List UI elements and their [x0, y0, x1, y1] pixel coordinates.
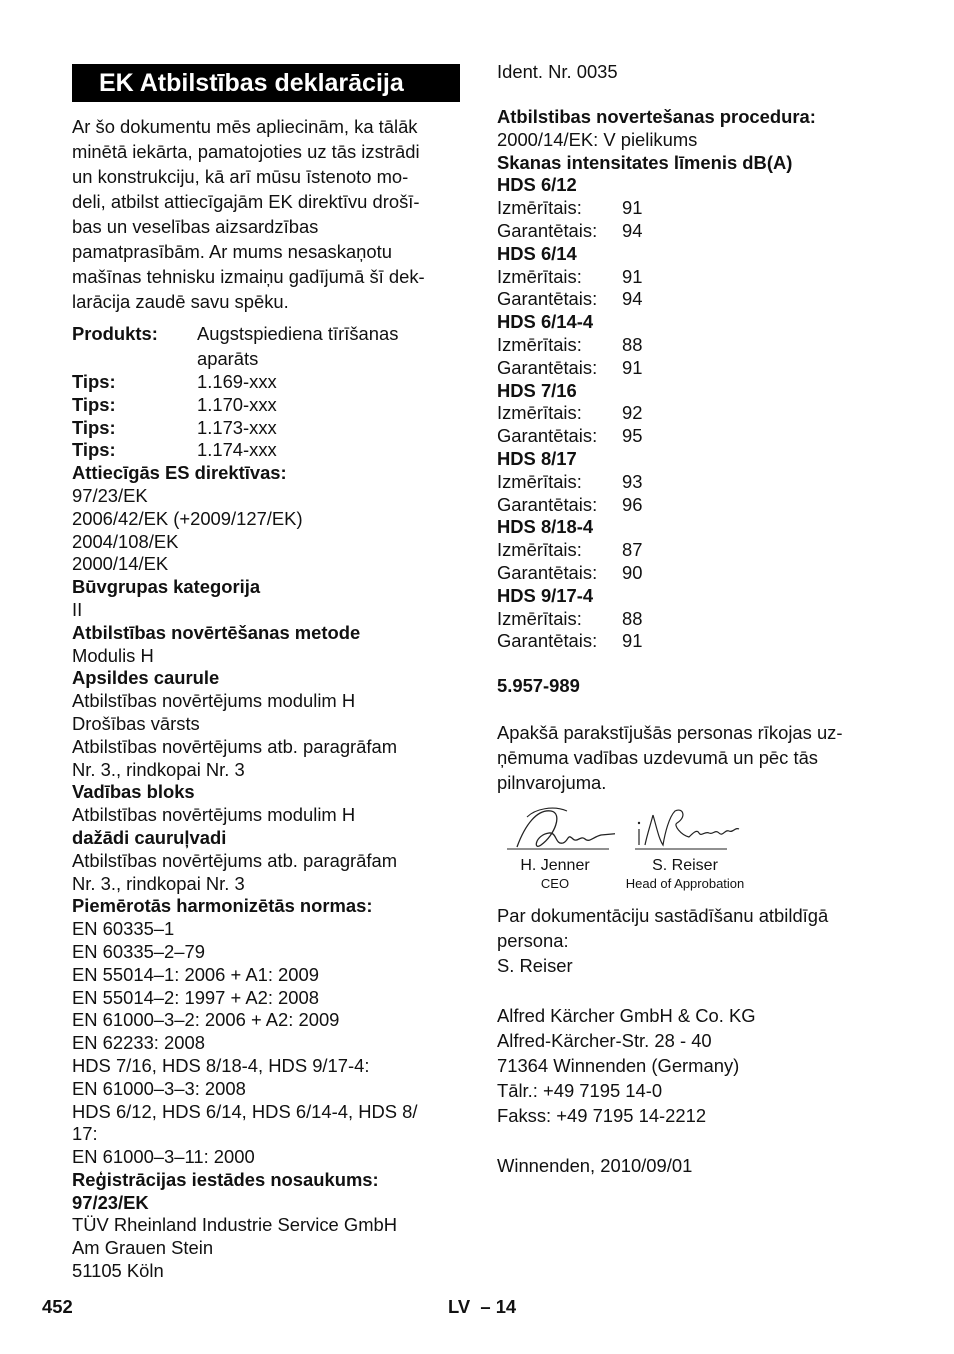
product-row [72, 321, 464, 371]
guaranteed-label: Garantētais: [497, 219, 598, 241]
detail-line: 2004/108/EK [72, 530, 179, 552]
guaranteed-label: Garantētais: [497, 288, 598, 310]
intro-line: Ar šo dokumentu mēs apliecinām, ka tālāk [72, 116, 418, 137]
guaranteed-value: 90 [622, 561, 643, 583]
spacer [497, 698, 897, 720]
detail-line: 17: [72, 1123, 98, 1145]
detail-line: EN 60335–1 [72, 918, 175, 940]
detail-line: Atbilstības novērtējums atb. paragrāfam [72, 849, 398, 871]
detail-line: 2006/42/EK (+2009/127/EK) [72, 507, 303, 529]
measured-row [497, 539, 897, 562]
guaranteed-row [497, 357, 897, 380]
signatures [497, 805, 897, 895]
section-heading: Apsildes caurule [72, 667, 220, 689]
detail-line: EN 62233: 2008 [72, 1032, 205, 1054]
doc-responsible: Par dokumentāciju sastādīšanu atbildīgā persona: S. Reiser [497, 904, 829, 976]
guaranteed-value: 94 [622, 219, 643, 241]
measured-value: 87 [622, 539, 643, 561]
intro-line: minētā iekārta, pamatojoties uz tās izstrādi [72, 141, 420, 162]
measured-row [497, 266, 897, 289]
detail-line: 51105 Köln [72, 1260, 164, 1282]
intro-line: larācija zaudē savu spēku. [72, 291, 289, 312]
model-name: HDS 6/14 [497, 242, 577, 264]
intro-line: deli, atbilst attiecīgajām EK direktīvu drošī- [72, 191, 420, 212]
model-name: HDS 9/17-4 [497, 584, 594, 606]
type-row: Tips: 1.170-xxx [72, 393, 277, 415]
right-column [497, 59, 897, 1178]
section-heading: Reģistrācijas iestādes nosaukums: [72, 1168, 379, 1190]
measured-label: Izmērītais: [497, 265, 582, 287]
part-number: 5.957-989 [497, 675, 580, 697]
guaranteed-value: 91 [622, 356, 643, 378]
detail-line: II [72, 598, 83, 620]
guaranteed-row [497, 288, 897, 311]
measured-label: Izmērītais: [497, 539, 582, 561]
measured-value: 92 [622, 402, 643, 424]
detail-line: 2000/14/EK [72, 553, 169, 575]
section-heading: Vadības bloks [72, 781, 195, 803]
intro-line: bas un veselības aizsardzības [72, 216, 319, 237]
guaranteed-row [497, 494, 897, 517]
measured-row [497, 197, 897, 220]
page-footer [0, 1296, 954, 1326]
measured-value: 91 [622, 265, 643, 287]
guaranteed-label: Garantētais: [497, 356, 598, 378]
model-name: HDS 8/18-4 [497, 516, 594, 538]
spacer [497, 653, 897, 675]
guaranteed-row [497, 562, 897, 585]
measured-label: Izmērītais: [497, 470, 582, 492]
guaranteed-value: 95 [622, 425, 643, 447]
detail-line: Drošības vārsts [72, 712, 200, 734]
guaranteed-value: 96 [622, 493, 643, 515]
section-heading: Piemērotās harmonizētās normas: [72, 895, 373, 917]
page-title: EK Atbilstības deklarācija [72, 64, 460, 102]
guaranteed-value: 91 [622, 630, 643, 652]
detail-line: HDS 6/12, HDS 6/14, HDS 6/14-4, HDS 8/ [72, 1100, 418, 1122]
type-row: Tips: 1.174-xxx [72, 439, 277, 461]
detail-line: EN 61000–3–2: 2006 + A2: 2009 [72, 1009, 340, 1031]
language-page: LV – 14 [448, 1296, 517, 1317]
detail-line: Modulis H [72, 644, 154, 666]
intro-line: pamatprasībām. Ar mums nesaskaņotu [72, 241, 392, 262]
detail-line: 97/23/EK [72, 484, 148, 506]
measured-row [497, 402, 897, 425]
section-heading: dažādi cauruļvadi [72, 826, 227, 848]
guaranteed-label: Garantētais: [497, 630, 598, 652]
spacer [497, 1128, 897, 1153]
signer-role: Head of Approbation [625, 875, 745, 891]
company-address: Alfred Kärcher GmbH & Co. KG Alfred-Kärcher-Str. 28 - 40 71364 Winnenden (Germany) Tālr.: +49 7195 14-0 Fakss: +49 7195 14-2212 [497, 1004, 756, 1126]
signature-jenner [505, 805, 605, 893]
signer-role: CEO [540, 875, 570, 891]
page-number: 452 [42, 1296, 73, 1317]
section-heading: Attiecīgās ES direktīvas: [72, 462, 287, 484]
detail-line: HDS 7/16, HDS 8/18-4, HDS 9/17-4: [72, 1054, 370, 1076]
measured-value: 88 [622, 607, 643, 629]
signer-name: S. Reiser [652, 856, 718, 874]
model-name: HDS 6/12 [497, 174, 577, 196]
left-column [72, 64, 464, 1283]
guaranteed-label: Garantētais: [497, 561, 598, 583]
guaranteed-label: Garantētais: [497, 425, 598, 447]
detail-line: Atbilstības novērtējums modulim H [72, 804, 356, 826]
guaranteed-label: Garantētais: [497, 493, 598, 515]
guaranteed-row [497, 220, 897, 243]
measured-row [497, 471, 897, 494]
declaration-details [72, 462, 464, 1283]
detail-line: Atbilstības novērtējums atb. paragrāfam [72, 735, 398, 757]
detail-line: EN 61000–3–11: 2000 [72, 1146, 255, 1168]
type-row: Tips: 1.173-xxx [72, 416, 277, 438]
detail-line: EN 55014–1: 2006 + A1: 2009 [72, 963, 319, 985]
measured-row [497, 334, 897, 357]
ident-number: Ident. Nr. 0035 [497, 61, 618, 82]
signature-reiser-image [619, 805, 751, 857]
detail-line: Nr. 3., rindkopai Nr. 3 [72, 758, 245, 780]
signature-scribble-icon [505, 805, 615, 857]
guaranteed-row [497, 425, 897, 448]
intro-line: un konstrukciju, kā arī mūsu īstenoto mo- [72, 166, 409, 187]
measured-label: Izmērītais: [497, 607, 582, 629]
product-value: Augstspiediena tīrīšanas aparāts [197, 323, 399, 369]
signatories-paragraph: Apakšā parakstījušās personas rīkojas uz- ņēmuma vadības uzdevumā un pēc tās pilnvarojuma. [497, 721, 843, 793]
intro-line: mašīnas tehnisku izmaiņu gadījumā šī dek- [72, 266, 425, 287]
detail-line: EN 61000–3–3: 2008 [72, 1077, 246, 1099]
model-name: HDS 7/16 [497, 379, 577, 401]
spacer [497, 978, 897, 1003]
model-name: HDS 6/14-4 [497, 311, 594, 333]
guaranteed-value: 94 [622, 288, 643, 310]
place-date: Winnenden, 2010/09/01 [497, 1154, 693, 1176]
signer-name: H. Jenner [520, 856, 590, 874]
procedure-heading: Atbilstibas novertešanas procedura: [497, 106, 816, 127]
measured-row [497, 608, 897, 631]
model-name: HDS 8/17 [497, 447, 577, 469]
measured-label: Izmērītais: [497, 402, 582, 424]
type-row: Tips: 1.169-xxx [72, 371, 277, 392]
procedure-value: 2000/14/EK: V pielikums [497, 128, 698, 150]
signature-reiser [619, 805, 751, 893]
detail-line: Nr. 3., rindkopai Nr. 3 [72, 872, 245, 894]
measured-label: Izmērītais: [497, 197, 582, 219]
detail-line: EN 55014–2: 1997 + A2: 2008 [72, 986, 319, 1008]
measured-value: 91 [622, 197, 643, 219]
noise-heading: Skanas intensitates līmenis dB(A) [497, 151, 793, 173]
measured-label: Izmērītais: [497, 333, 582, 355]
spacer [497, 84, 897, 106]
section-heading: 97/23/EK [72, 1191, 149, 1213]
section-heading: Būvgrupas kategorija [72, 576, 261, 598]
measured-value: 88 [622, 333, 643, 355]
intro-paragraph [72, 114, 464, 314]
guaranteed-row [497, 630, 897, 653]
detail-line: TÜV Rheinland Industrie Service GmbH [72, 1214, 398, 1236]
noise-levels [497, 174, 897, 653]
detail-line: EN 60335–2–79 [72, 940, 205, 962]
detail-line: Am Grauen Stein [72, 1237, 214, 1259]
product-label: Produkts: [72, 323, 158, 344]
section-heading: Atbilstības novērtēšanas metode [72, 621, 361, 643]
detail-line: Atbilstības novērtējums modulim H [72, 690, 356, 712]
measured-value: 93 [622, 470, 643, 492]
